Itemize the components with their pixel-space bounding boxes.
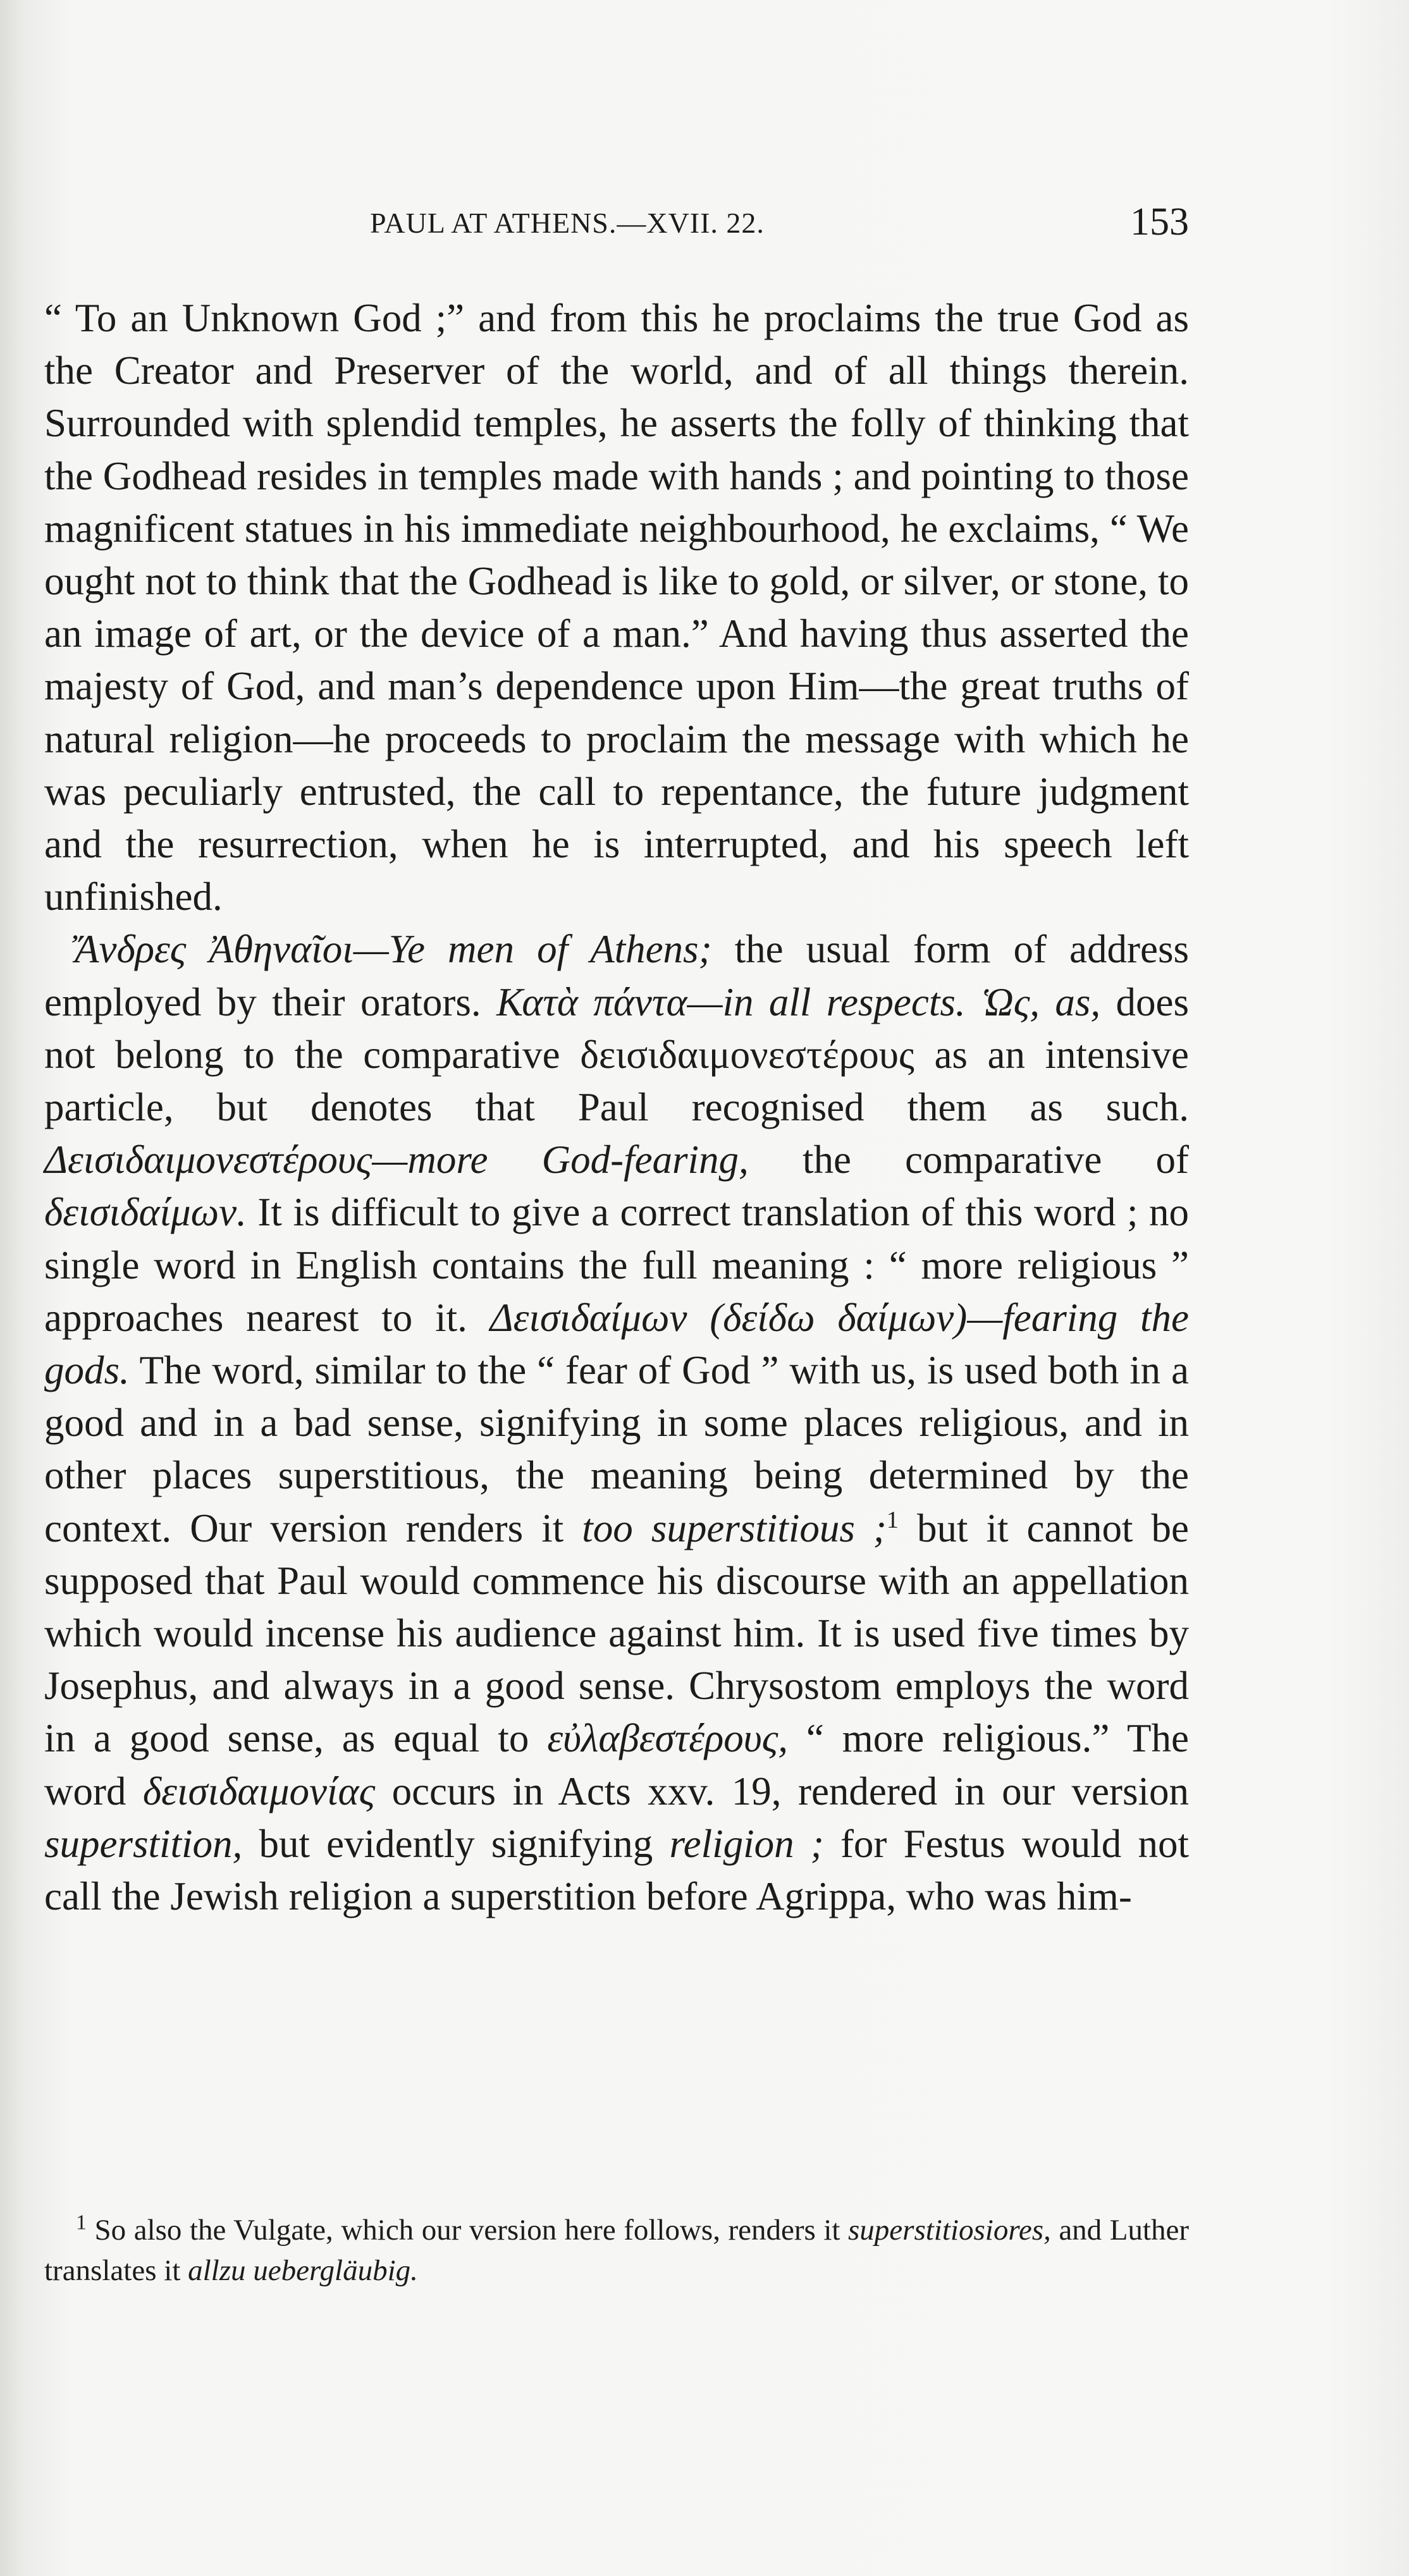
greek-term: Δεισιδαιμονεστέρους—more God-fearing,	[44, 1138, 749, 1182]
body-text	[44, 292, 1189, 1923]
footnote-1	[44, 2210, 1189, 2291]
text-span: The word, similar to the “ fear of God ” with us, is used both in a good and in a bad sense, signifying in some places religious, and in other places superstitious, the meaning being determined by the context. Our version renders it	[44, 1348, 1189, 1550]
text-span: for Festus would not call the Jewish religion a superstition before Agrippa, who was him-	[44, 1821, 1189, 1919]
greek-term: Ὡς, as,	[981, 979, 1101, 1024]
footnotes	[44, 2210, 1189, 2291]
text-span: as an intensive particle, but denotes that Paul recognised them as such.	[44, 1032, 1189, 1130]
text-span: the comparative of	[748, 1138, 1189, 1182]
footnote-italic: allzu uebergläubig.	[188, 2254, 418, 2287]
text-span: occurs in Acts xxv. 19, rendered in our version	[375, 1769, 1189, 1813]
running-head: PAUL AT ATHENS.—XVII. 22.	[370, 207, 765, 239]
greek-term: Δεισιδαίμων (δείδω δαίμων)—fearing the gods.	[44, 1295, 1189, 1393]
italic-phrase: religion ;	[669, 1821, 824, 1866]
footnote-marker: 1	[76, 2211, 87, 2235]
greek-term: εὐλαβεστέρους,	[547, 1716, 789, 1761]
text-span: does not belong to the comparative	[44, 979, 1190, 1077]
paragraph-2	[44, 923, 1189, 1923]
greek-term: δεισιδαιμονεστέρους	[580, 1032, 914, 1077]
text-span: but it cannot be supposed that Paul would commence his discourse with an appellation which would incense his audience against him. It is used five times by Josephus, and always in a good sense. Chrysostom employs the word in a good sense, as equal to	[44, 1506, 1190, 1761]
text-span: It is difficult to give a correct translation of this word ; no single word in English contains the full meaning : “ more religious ” approaches nearest to it.	[44, 1190, 1189, 1340]
footnote-text: So also the Vulgate, which our version here follows, renders it	[87, 2214, 849, 2247]
italic-phrase: too superstitious ;	[582, 1506, 887, 1550]
text-span: “ more religious.” The word	[44, 1716, 1189, 1813]
greek-term: δεισιδαιμονίας	[142, 1769, 376, 1813]
footnote-text: and Luther translates it	[44, 2214, 1189, 2287]
text-span	[966, 980, 981, 1024]
footnote-reference: 1	[886, 1506, 899, 1533]
page-number: 153	[1130, 200, 1189, 243]
greek-term: Κατὰ πάντα—in all respects.	[496, 979, 966, 1024]
text-span: the usual form of address employed by their orators.	[44, 927, 1189, 1024]
footnote-italic: superstitiosiores,	[848, 2214, 1051, 2247]
page-header	[44, 200, 1189, 250]
italic-phrase: superstition,	[44, 1821, 243, 1866]
greek-term: δεισιδαίμων.	[44, 1190, 247, 1235]
text-span: but evidently signifying	[242, 1821, 670, 1866]
greek-term: Ἄνδρες Ἀθηναῖοι—Ye men of Athens;	[75, 927, 712, 972]
paragraph-1: “ To an Unknown God ;” and from this he proclaims the true God as the Creator and Preserver of the world, and of all things therein. Surrounded with splendid temples, he asserts the folly of thinking that the Godhead resides in temples made with hands ; and pointing to those magnificent statues in his immediate neighbourhood, he exclaims, “ We ought not to think that the Godhead is like to gold, or silver, or stone, to an image of art, or the device of a man.” And having thus asserted the majesty of God, and man’s dependence upon Him—the great truths of natural religion—he proceeds to proclaim the message with which he was peculiarly entrusted, the call to repentance, the future judgment and the resurrection, when he is interrupted, and his speech left unfinished.	[44, 296, 1189, 919]
